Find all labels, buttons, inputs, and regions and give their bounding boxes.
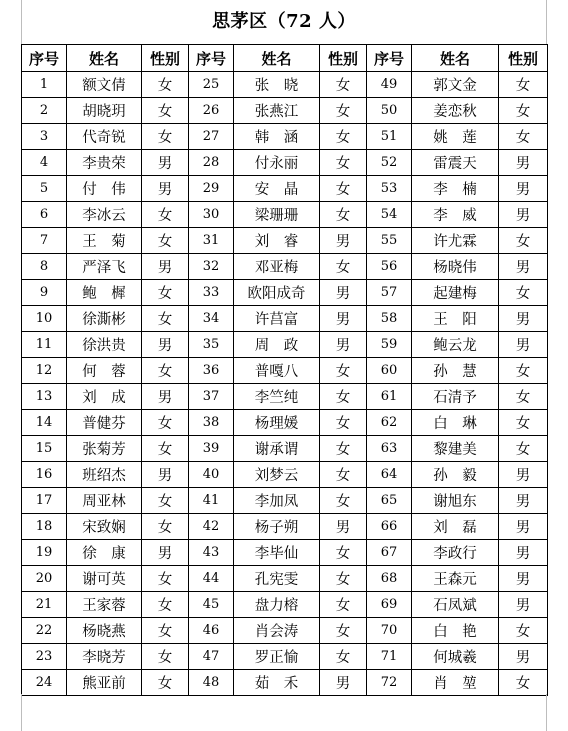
gender-cell: 女 bbox=[320, 488, 367, 514]
name-cell: 姚 莲 bbox=[412, 124, 499, 150]
name-cell: 白 艳 bbox=[412, 618, 499, 644]
page-frame-bottom bbox=[21, 694, 547, 731]
gender-cell: 男 bbox=[320, 306, 367, 332]
table-row bbox=[22, 202, 548, 228]
serial-cell: 32 bbox=[189, 254, 234, 280]
name-cell: 石凤斌 bbox=[412, 592, 499, 618]
serial-cell: 39 bbox=[189, 436, 234, 462]
gender-cell: 男 bbox=[142, 176, 189, 202]
name-cell: 何城羲 bbox=[412, 644, 499, 670]
serial-cell: 67 bbox=[367, 540, 412, 566]
name-cell: 何 蓉 bbox=[67, 358, 142, 384]
name-cell: 严泽飞 bbox=[67, 254, 142, 280]
gender-cell: 女 bbox=[142, 592, 189, 618]
serial-cell: 43 bbox=[189, 540, 234, 566]
serial-cell: 24 bbox=[22, 670, 67, 696]
serial-cell: 64 bbox=[367, 462, 412, 488]
name-cell: 许莒富 bbox=[234, 306, 320, 332]
serial-cell: 58 bbox=[367, 306, 412, 332]
serial-cell: 4 bbox=[22, 150, 67, 176]
gender-cell: 女 bbox=[499, 410, 548, 436]
table-row bbox=[22, 150, 548, 176]
name-cell: 邓亚梅 bbox=[234, 254, 320, 280]
serial-cell: 50 bbox=[367, 98, 412, 124]
table-row bbox=[22, 592, 548, 618]
serial-cell: 11 bbox=[22, 332, 67, 358]
table-row bbox=[22, 254, 548, 280]
gender-cell: 女 bbox=[320, 202, 367, 228]
gender-cell: 女 bbox=[499, 436, 548, 462]
serial-cell: 68 bbox=[367, 566, 412, 592]
header-serial: 序号 bbox=[22, 45, 67, 72]
name-cell: 刘 睿 bbox=[234, 228, 320, 254]
name-cell: 孔宪雯 bbox=[234, 566, 320, 592]
name-cell: 付 伟 bbox=[67, 176, 142, 202]
gender-cell: 男 bbox=[320, 332, 367, 358]
gender-cell: 女 bbox=[499, 124, 548, 150]
serial-cell: 25 bbox=[189, 72, 234, 98]
name-cell: 欧阳成奇 bbox=[234, 280, 320, 306]
gender-cell: 女 bbox=[320, 358, 367, 384]
serial-cell: 47 bbox=[189, 644, 234, 670]
table-header-row bbox=[22, 45, 548, 72]
name-cell: 罗正愉 bbox=[234, 644, 320, 670]
serial-cell: 69 bbox=[367, 592, 412, 618]
serial-cell: 16 bbox=[22, 462, 67, 488]
name-cell: 普健芬 bbox=[67, 410, 142, 436]
name-cell: 李 楠 bbox=[412, 176, 499, 202]
gender-cell: 女 bbox=[142, 280, 189, 306]
serial-cell: 9 bbox=[22, 280, 67, 306]
serial-cell: 3 bbox=[22, 124, 67, 150]
gender-cell: 女 bbox=[142, 410, 189, 436]
gender-cell: 男 bbox=[142, 384, 189, 410]
name-cell: 刘 磊 bbox=[412, 514, 499, 540]
serial-cell: 31 bbox=[189, 228, 234, 254]
serial-cell: 71 bbox=[367, 644, 412, 670]
gender-cell: 男 bbox=[499, 540, 548, 566]
gender-cell: 女 bbox=[142, 202, 189, 228]
gender-cell: 男 bbox=[320, 228, 367, 254]
name-cell: 孙 慧 bbox=[412, 358, 499, 384]
gender-cell: 男 bbox=[320, 280, 367, 306]
serial-cell: 30 bbox=[189, 202, 234, 228]
name-cell: 李 威 bbox=[412, 202, 499, 228]
name-cell: 王森元 bbox=[412, 566, 499, 592]
gender-cell: 女 bbox=[320, 150, 367, 176]
gender-cell: 男 bbox=[499, 254, 548, 280]
name-cell: 鲍 樨 bbox=[67, 280, 142, 306]
name-cell: 李政行 bbox=[412, 540, 499, 566]
gender-cell: 女 bbox=[499, 618, 548, 644]
gender-cell: 男 bbox=[499, 332, 548, 358]
header-name: 姓名 bbox=[67, 45, 142, 72]
gender-cell: 女 bbox=[320, 644, 367, 670]
gender-cell: 女 bbox=[320, 176, 367, 202]
name-cell: 黎建美 bbox=[412, 436, 499, 462]
name-cell: 许尤霖 bbox=[412, 228, 499, 254]
serial-cell: 61 bbox=[367, 384, 412, 410]
serial-cell: 23 bbox=[22, 644, 67, 670]
gender-cell: 女 bbox=[142, 72, 189, 98]
name-cell: 李晓芳 bbox=[67, 644, 142, 670]
name-cell: 杨晓伟 bbox=[412, 254, 499, 280]
serial-cell: 20 bbox=[22, 566, 67, 592]
name-cell: 茹 禾 bbox=[234, 670, 320, 696]
serial-cell: 63 bbox=[367, 436, 412, 462]
name-cell: 雷震天 bbox=[412, 150, 499, 176]
gender-cell: 女 bbox=[142, 488, 189, 514]
table-row bbox=[22, 228, 548, 254]
serial-cell: 36 bbox=[189, 358, 234, 384]
serial-cell: 10 bbox=[22, 306, 67, 332]
name-cell: 李冰云 bbox=[67, 202, 142, 228]
gender-cell: 女 bbox=[499, 358, 548, 384]
gender-cell: 女 bbox=[499, 280, 548, 306]
name-cell: 盘力榕 bbox=[234, 592, 320, 618]
serial-cell: 5 bbox=[22, 176, 67, 202]
gender-cell: 女 bbox=[142, 306, 189, 332]
table-row bbox=[22, 566, 548, 592]
name-cell: 郭文金 bbox=[412, 72, 499, 98]
name-cell: 张燕江 bbox=[234, 98, 320, 124]
gender-cell: 女 bbox=[142, 644, 189, 670]
table-row bbox=[22, 618, 548, 644]
gender-cell: 女 bbox=[320, 540, 367, 566]
serial-cell: 62 bbox=[367, 410, 412, 436]
name-cell: 徐 康 bbox=[67, 540, 142, 566]
name-cell: 李加凤 bbox=[234, 488, 320, 514]
serial-cell: 22 bbox=[22, 618, 67, 644]
serial-cell: 37 bbox=[189, 384, 234, 410]
table-row bbox=[22, 644, 548, 670]
name-cell: 谢承谓 bbox=[234, 436, 320, 462]
gender-cell: 女 bbox=[142, 228, 189, 254]
serial-cell: 54 bbox=[367, 202, 412, 228]
name-cell: 付永丽 bbox=[234, 150, 320, 176]
gender-cell: 女 bbox=[499, 98, 548, 124]
header-serial: 序号 bbox=[367, 45, 412, 72]
serial-cell: 52 bbox=[367, 150, 412, 176]
gender-cell: 男 bbox=[499, 150, 548, 176]
name-cell: 李竺纯 bbox=[234, 384, 320, 410]
serial-cell: 12 bbox=[22, 358, 67, 384]
header-gender: 性别 bbox=[142, 45, 189, 72]
header-name: 姓名 bbox=[234, 45, 320, 72]
serial-cell: 44 bbox=[189, 566, 234, 592]
serial-cell: 15 bbox=[22, 436, 67, 462]
serial-cell: 38 bbox=[189, 410, 234, 436]
table-row bbox=[22, 72, 548, 98]
gender-cell: 男 bbox=[320, 514, 367, 540]
table-row bbox=[22, 280, 548, 306]
name-cell: 起建梅 bbox=[412, 280, 499, 306]
gender-cell: 女 bbox=[499, 384, 548, 410]
gender-cell: 男 bbox=[142, 332, 189, 358]
gender-cell: 男 bbox=[499, 488, 548, 514]
table-row bbox=[22, 358, 548, 384]
name-cell: 班绍杰 bbox=[67, 462, 142, 488]
gender-cell: 男 bbox=[142, 254, 189, 280]
gender-cell: 男 bbox=[499, 202, 548, 228]
serial-cell: 51 bbox=[367, 124, 412, 150]
header-gender: 性别 bbox=[499, 45, 548, 72]
serial-cell: 2 bbox=[22, 98, 67, 124]
serial-cell: 27 bbox=[189, 124, 234, 150]
name-cell: 刘梦云 bbox=[234, 462, 320, 488]
serial-cell: 17 bbox=[22, 488, 67, 514]
gender-cell: 女 bbox=[142, 124, 189, 150]
serial-cell: 1 bbox=[22, 72, 67, 98]
name-cell: 安 晶 bbox=[234, 176, 320, 202]
table-row bbox=[22, 98, 548, 124]
name-cell: 李贵荣 bbox=[67, 150, 142, 176]
gender-cell: 女 bbox=[142, 358, 189, 384]
gender-cell: 女 bbox=[320, 410, 367, 436]
gender-cell: 女 bbox=[320, 618, 367, 644]
gender-cell: 女 bbox=[142, 436, 189, 462]
serial-cell: 21 bbox=[22, 592, 67, 618]
gender-cell: 男 bbox=[320, 670, 367, 696]
name-cell: 杨晓燕 bbox=[67, 618, 142, 644]
serial-cell: 65 bbox=[367, 488, 412, 514]
name-cell: 徐洪贵 bbox=[67, 332, 142, 358]
name-cell: 王家蓉 bbox=[67, 592, 142, 618]
serial-cell: 49 bbox=[367, 72, 412, 98]
name-cell: 鲍云龙 bbox=[412, 332, 499, 358]
table-row bbox=[22, 176, 548, 202]
gender-cell: 女 bbox=[142, 98, 189, 124]
serial-cell: 29 bbox=[189, 176, 234, 202]
gender-cell: 男 bbox=[499, 644, 548, 670]
serial-cell: 70 bbox=[367, 618, 412, 644]
table-row bbox=[22, 410, 548, 436]
gender-cell: 男 bbox=[142, 540, 189, 566]
serial-cell: 28 bbox=[189, 150, 234, 176]
name-cell: 孙 毅 bbox=[412, 462, 499, 488]
name-cell: 石清予 bbox=[412, 384, 499, 410]
header-serial: 序号 bbox=[189, 45, 234, 72]
name-cell: 谢旭东 bbox=[412, 488, 499, 514]
gender-cell: 女 bbox=[320, 592, 367, 618]
gender-cell: 女 bbox=[320, 384, 367, 410]
table-row bbox=[22, 488, 548, 514]
name-cell: 胡晓玥 bbox=[67, 98, 142, 124]
gender-cell: 男 bbox=[142, 462, 189, 488]
gender-cell: 女 bbox=[320, 98, 367, 124]
gender-cell: 女 bbox=[320, 254, 367, 280]
name-cell: 张 晓 bbox=[234, 72, 320, 98]
name-cell: 韩 涵 bbox=[234, 124, 320, 150]
serial-cell: 66 bbox=[367, 514, 412, 540]
gender-cell: 男 bbox=[499, 514, 548, 540]
serial-cell: 33 bbox=[189, 280, 234, 306]
serial-cell: 55 bbox=[367, 228, 412, 254]
table-row bbox=[22, 124, 548, 150]
table-row bbox=[22, 514, 548, 540]
name-cell: 姜恋秋 bbox=[412, 98, 499, 124]
gender-cell: 女 bbox=[499, 228, 548, 254]
name-cell: 额文倩 bbox=[67, 72, 142, 98]
serial-cell: 57 bbox=[367, 280, 412, 306]
serial-cell: 45 bbox=[189, 592, 234, 618]
gender-cell: 女 bbox=[499, 670, 548, 696]
gender-cell: 女 bbox=[320, 462, 367, 488]
gender-cell: 女 bbox=[142, 566, 189, 592]
name-cell: 肖 堃 bbox=[412, 670, 499, 696]
name-cell: 谢可英 bbox=[67, 566, 142, 592]
serial-cell: 8 bbox=[22, 254, 67, 280]
serial-cell: 13 bbox=[22, 384, 67, 410]
gender-cell: 女 bbox=[499, 72, 548, 98]
gender-cell: 女 bbox=[142, 514, 189, 540]
serial-cell: 40 bbox=[189, 462, 234, 488]
serial-cell: 53 bbox=[367, 176, 412, 202]
gender-cell: 男 bbox=[142, 150, 189, 176]
serial-cell: 34 bbox=[189, 306, 234, 332]
name-cell: 梁珊珊 bbox=[234, 202, 320, 228]
header-gender: 性别 bbox=[320, 45, 367, 72]
gender-cell: 女 bbox=[320, 124, 367, 150]
serial-cell: 26 bbox=[189, 98, 234, 124]
table-row bbox=[22, 540, 548, 566]
serial-cell: 19 bbox=[22, 540, 67, 566]
table-row bbox=[22, 670, 548, 696]
serial-cell: 7 bbox=[22, 228, 67, 254]
serial-cell: 35 bbox=[189, 332, 234, 358]
serial-cell: 72 bbox=[367, 670, 412, 696]
name-cell: 白 琳 bbox=[412, 410, 499, 436]
name-cell: 徐澌彬 bbox=[67, 306, 142, 332]
name-cell: 周 政 bbox=[234, 332, 320, 358]
serial-cell: 60 bbox=[367, 358, 412, 384]
name-cell: 李毕仙 bbox=[234, 540, 320, 566]
name-cell: 王 阳 bbox=[412, 306, 499, 332]
page-title: 思茅区（72 人） bbox=[212, 11, 356, 32]
table-row bbox=[22, 384, 548, 410]
serial-cell: 59 bbox=[367, 332, 412, 358]
name-cell: 杨理媛 bbox=[234, 410, 320, 436]
gender-cell: 男 bbox=[499, 306, 548, 332]
header-name: 姓名 bbox=[412, 45, 499, 72]
name-cell: 刘 成 bbox=[67, 384, 142, 410]
gender-cell: 男 bbox=[499, 592, 548, 618]
name-cell: 王 菊 bbox=[67, 228, 142, 254]
serial-cell: 46 bbox=[189, 618, 234, 644]
roster-body bbox=[22, 72, 548, 696]
name-cell: 普嘎八 bbox=[234, 358, 320, 384]
serial-cell: 42 bbox=[189, 514, 234, 540]
serial-cell: 48 bbox=[189, 670, 234, 696]
name-cell: 宋致娴 bbox=[67, 514, 142, 540]
gender-cell: 女 bbox=[320, 72, 367, 98]
name-cell: 周亚林 bbox=[67, 488, 142, 514]
gender-cell: 女 bbox=[320, 436, 367, 462]
table-row bbox=[22, 332, 548, 358]
serial-cell: 41 bbox=[189, 488, 234, 514]
table-row bbox=[22, 306, 548, 332]
name-cell: 熊亚前 bbox=[67, 670, 142, 696]
serial-cell: 18 bbox=[22, 514, 67, 540]
name-cell: 代奇锐 bbox=[67, 124, 142, 150]
gender-cell: 女 bbox=[320, 566, 367, 592]
roster-table bbox=[21, 44, 548, 696]
name-cell: 张菊芳 bbox=[67, 436, 142, 462]
serial-cell: 6 bbox=[22, 202, 67, 228]
gender-cell: 男 bbox=[499, 176, 548, 202]
gender-cell: 男 bbox=[499, 462, 548, 488]
name-cell: 杨子朔 bbox=[234, 514, 320, 540]
table-row bbox=[22, 436, 548, 462]
serial-cell: 14 bbox=[22, 410, 67, 436]
gender-cell: 男 bbox=[499, 566, 548, 592]
name-cell: 肖会涛 bbox=[234, 618, 320, 644]
gender-cell: 女 bbox=[142, 670, 189, 696]
table-row bbox=[22, 462, 548, 488]
gender-cell: 女 bbox=[142, 618, 189, 644]
serial-cell: 56 bbox=[367, 254, 412, 280]
